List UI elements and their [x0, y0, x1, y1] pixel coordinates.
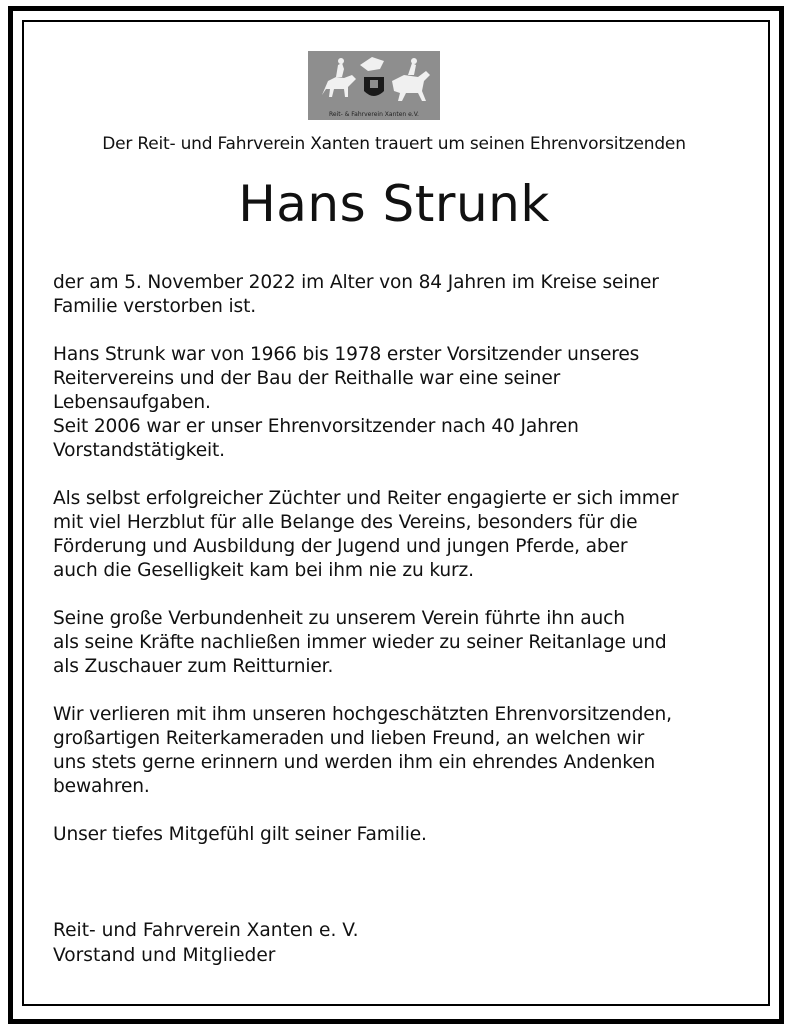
signature-members: Vorstand und Mitglieder: [53, 945, 276, 966]
obituary-body: [53, 271, 743, 871]
logo-caption: Reit- & Fahrverein Xanten e.V.: [329, 111, 419, 118]
paragraph-connection: Seine große Verbundenheit zu unserem Verein führte ihn auch als seine Kräfte nachließen immer wieder zu seiner Reitanlage und als Zuschauer zum Reitturnier.: [53, 608, 667, 677]
paragraph-condolence: Unser tiefes Mitgefühl gilt seiner Familie.: [53, 824, 427, 845]
signature-club: Reit- und Fahrverein Xanten e. V.: [53, 920, 359, 941]
paragraph-chairmanship: Hans Strunk war von 1966 bis 1978 erster Vorsitzender unseres Reitervereins und der Bau der Reithalle war eine seiner Lebensaufgaben. Seit 2006 war er unser Ehrenvorsitzender nach 40 Jahren Vorstandstätigkeit.: [53, 344, 640, 461]
paragraph-death-notice: der am 5. November 2022 im Alter von 84 Jahren im Kreise seiner Familie verstorben ist.: [53, 272, 659, 317]
club-logo: [308, 51, 440, 120]
signature-block: [53, 918, 359, 968]
horse-rider-logo-icon: [308, 51, 440, 120]
intro-line: Der Reit- und Fahrverein Xanten trauert um seinen Ehrenvorsitzenden: [102, 134, 686, 154]
paragraph-loss: Wir verlieren mit ihm unseren hochgeschätzten Ehrenvorsitzenden, großartigen Reiterkameraden und lieben Freund, an welchen wir uns stets gerne erinnern und werden ihm ein ehrendes Andenken bewahren.: [53, 704, 672, 797]
deceased-name: Hans Strunk: [238, 175, 550, 233]
paragraph-breeder: Als selbst erfolgreicher Züchter und Reiter engagierte er sich immer mit viel Herzblut für alle Belange des Vereins, besonders für die Förderung und Ausbildung der Jugend und jungen Pferde, aber auch die Geselligkeit kam bei ihm nie zu kurz.: [53, 488, 679, 581]
